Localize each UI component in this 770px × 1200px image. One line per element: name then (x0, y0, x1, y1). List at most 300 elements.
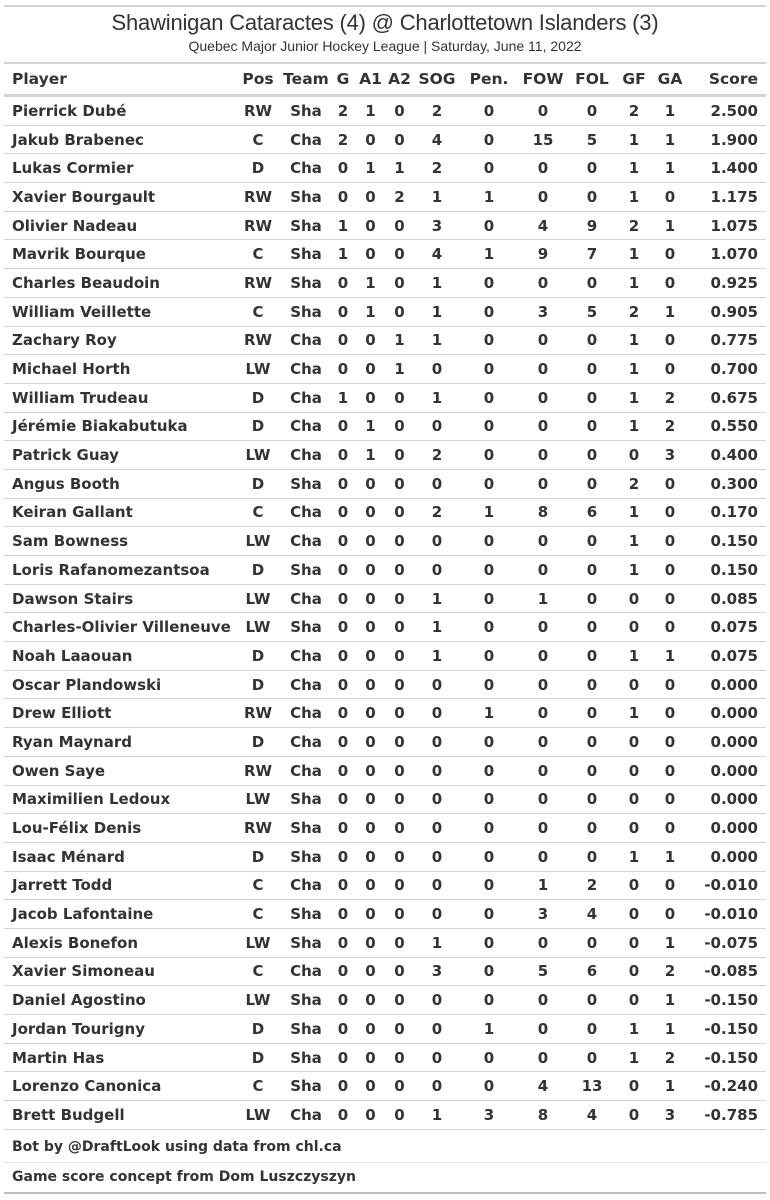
cell-fol: 0 (568, 670, 616, 699)
cell-player: Mavrik Bourque (4, 240, 234, 269)
stats-table (4, 64, 766, 1130)
cell-a2: 0 (385, 871, 414, 900)
cell-score: 0.300 (688, 469, 766, 498)
cell-score: 0.000 (688, 670, 766, 699)
cell-g: 0 (330, 412, 356, 441)
cell-g: 0 (330, 441, 356, 470)
cell-pen: 0 (460, 326, 518, 355)
cell-player: Olivier Nadeau (4, 211, 234, 240)
cell-team: Sha (282, 556, 330, 585)
cell-sog: 0 (414, 556, 460, 585)
cell-a1: 0 (356, 957, 385, 986)
cell-sog: 1 (414, 642, 460, 671)
cell-pos: RW (234, 699, 282, 728)
cell-ga: 1 (652, 842, 688, 871)
cell-a2: 0 (385, 1101, 414, 1130)
cell-a2: 0 (385, 441, 414, 470)
cell-ga: 1 (652, 211, 688, 240)
cell-score: 0.000 (688, 756, 766, 785)
cell-fol: 0 (568, 584, 616, 613)
cell-a2: 0 (385, 240, 414, 269)
cell-g: 0 (330, 986, 356, 1015)
cell-pen: 1 (460, 699, 518, 728)
cell-a1: 0 (356, 842, 385, 871)
cell-a1: 0 (356, 699, 385, 728)
cell-player: Zachary Roy (4, 326, 234, 355)
cell-team: Cha (282, 670, 330, 699)
cell-team: Cha (282, 728, 330, 757)
cell-fol: 0 (568, 986, 616, 1015)
table-row (4, 928, 766, 957)
cell-sog: 1 (414, 1101, 460, 1130)
cell-fow: 3 (518, 900, 568, 929)
cell-gf: 1 (616, 556, 652, 585)
cell-team: Sha (282, 613, 330, 642)
cell-a1: 0 (356, 814, 385, 843)
cell-g: 2 (330, 96, 356, 126)
cell-pos: D (234, 728, 282, 757)
cell-sog: 1 (414, 183, 460, 212)
cell-score: -0.150 (688, 1043, 766, 1072)
cell-a2: 0 (385, 842, 414, 871)
cell-team: Cha (282, 871, 330, 900)
cell-pos: D (234, 842, 282, 871)
cell-fow: 0 (518, 412, 568, 441)
cell-pen: 0 (460, 842, 518, 871)
cell-a1: 0 (356, 728, 385, 757)
cell-fow: 0 (518, 842, 568, 871)
cell-gf: 1 (616, 326, 652, 355)
cell-player: Daniel Agostino (4, 986, 234, 1015)
cell-player: Ryan Maynard (4, 728, 234, 757)
cell-ga: 0 (652, 613, 688, 642)
cell-team: Sha (282, 297, 330, 326)
cell-gf: 0 (616, 928, 652, 957)
cell-pen: 1 (460, 1015, 518, 1044)
cell-pos: LW (234, 928, 282, 957)
cell-score: -0.010 (688, 900, 766, 929)
cell-a1: 0 (356, 584, 385, 613)
cell-team: Sha (282, 240, 330, 269)
cell-score: 0.075 (688, 613, 766, 642)
table-row (4, 297, 766, 326)
cell-g: 0 (330, 670, 356, 699)
cell-score: 0.000 (688, 699, 766, 728)
cell-a1: 1 (356, 96, 385, 126)
cell-ga: 1 (652, 297, 688, 326)
column-header-pen: Pen. (460, 64, 518, 96)
footer-credit: Bot by @DraftLook using data from chl.ca (12, 1139, 342, 1155)
table-row (4, 269, 766, 298)
cell-sog: 2 (414, 498, 460, 527)
cell-a1: 0 (356, 383, 385, 412)
cell-a1: 1 (356, 154, 385, 183)
cell-ga: 2 (652, 412, 688, 441)
cell-gf: 1 (616, 498, 652, 527)
cell-pos: C (234, 871, 282, 900)
cell-a2: 0 (385, 527, 414, 556)
cell-gf: 0 (616, 785, 652, 814)
cell-team: Cha (282, 1101, 330, 1130)
cell-pos: D (234, 412, 282, 441)
cell-a1: 0 (356, 556, 385, 585)
cell-g: 0 (330, 326, 356, 355)
cell-ga: 1 (652, 1072, 688, 1101)
cell-player: Lorenzo Canonica (4, 1072, 234, 1101)
cell-fol: 0 (568, 154, 616, 183)
cell-ga: 0 (652, 584, 688, 613)
cell-ga: 0 (652, 670, 688, 699)
cell-fow: 0 (518, 928, 568, 957)
cell-a1: 0 (356, 240, 385, 269)
footer-concept: Game score concept from Dom Luszczyszyn (4, 1162, 766, 1192)
cell-a2: 0 (385, 125, 414, 154)
cell-gf: 0 (616, 986, 652, 1015)
cell-g: 0 (330, 871, 356, 900)
cell-sog: 4 (414, 240, 460, 269)
cell-pen: 0 (460, 986, 518, 1015)
cell-pen: 0 (460, 756, 518, 785)
cell-player: Dawson Stairs (4, 584, 234, 613)
cell-sog: 1 (414, 613, 460, 642)
cell-sog: 1 (414, 297, 460, 326)
table-row (4, 785, 766, 814)
cell-gf: 0 (616, 613, 652, 642)
cell-team: Sha (282, 1043, 330, 1072)
cell-pen: 1 (460, 498, 518, 527)
cell-player: Xavier Bourgault (4, 183, 234, 212)
cell-fol: 0 (568, 527, 616, 556)
cell-fol: 0 (568, 613, 616, 642)
cell-player: Jacob Lafontaine (4, 900, 234, 929)
cell-fol: 5 (568, 297, 616, 326)
cell-a2: 0 (385, 383, 414, 412)
cell-g: 0 (330, 756, 356, 785)
cell-sog: 3 (414, 957, 460, 986)
cell-fol: 2 (568, 871, 616, 900)
cell-fol: 0 (568, 383, 616, 412)
cell-a1: 1 (356, 269, 385, 298)
cell-g: 0 (330, 469, 356, 498)
table-row (4, 556, 766, 585)
cell-fow: 0 (518, 269, 568, 298)
cell-a2: 0 (385, 986, 414, 1015)
cell-pen: 0 (460, 900, 518, 929)
cell-fol: 0 (568, 928, 616, 957)
cell-score: 1.400 (688, 154, 766, 183)
cell-fow: 0 (518, 154, 568, 183)
cell-fow: 0 (518, 642, 568, 671)
cell-sog: 0 (414, 412, 460, 441)
cell-gf: 0 (616, 584, 652, 613)
cell-score: -0.240 (688, 1072, 766, 1101)
cell-player: Keiran Gallant (4, 498, 234, 527)
cell-pos: RW (234, 269, 282, 298)
cell-fol: 4 (568, 900, 616, 929)
cell-fow: 3 (518, 297, 568, 326)
cell-a2: 0 (385, 613, 414, 642)
cell-ga: 1 (652, 642, 688, 671)
cell-pos: C (234, 498, 282, 527)
cell-fow: 9 (518, 240, 568, 269)
table-row (4, 871, 766, 900)
cell-g: 0 (330, 728, 356, 757)
table-row (4, 1015, 766, 1044)
cell-player: Noah Laaouan (4, 642, 234, 671)
cell-sog: 0 (414, 756, 460, 785)
column-header-team: Team (282, 64, 330, 96)
cell-team: Cha (282, 412, 330, 441)
cell-fow: 8 (518, 1101, 568, 1130)
table-row (4, 842, 766, 871)
column-header-ga: GA (652, 64, 688, 96)
cell-sog: 2 (414, 154, 460, 183)
cell-ga: 3 (652, 441, 688, 470)
cell-fol: 6 (568, 957, 616, 986)
cell-gf: 1 (616, 527, 652, 556)
cell-pos: D (234, 469, 282, 498)
cell-team: Sha (282, 96, 330, 126)
cell-team: Sha (282, 1072, 330, 1101)
cell-player: Lou-Félix Denis (4, 814, 234, 843)
cell-player: Charles-Olivier Villeneuve (4, 613, 234, 642)
cell-pos: D (234, 556, 282, 585)
cell-fol: 9 (568, 211, 616, 240)
cell-sog: 1 (414, 928, 460, 957)
cell-team: Cha (282, 527, 330, 556)
cell-a2: 0 (385, 1043, 414, 1072)
cell-ga: 3 (652, 1101, 688, 1130)
cell-gf: 1 (616, 642, 652, 671)
cell-ga: 0 (652, 556, 688, 585)
table-row (4, 183, 766, 212)
cell-ga: 0 (652, 900, 688, 929)
cell-sog: 1 (414, 584, 460, 613)
cell-fow: 4 (518, 211, 568, 240)
cell-pen: 0 (460, 527, 518, 556)
cell-ga: 0 (652, 871, 688, 900)
cell-sog: 0 (414, 871, 460, 900)
cell-pen: 0 (460, 556, 518, 585)
cell-fow: 0 (518, 441, 568, 470)
cell-a2: 0 (385, 785, 414, 814)
cell-fol: 0 (568, 1015, 616, 1044)
cell-g: 0 (330, 957, 356, 986)
cell-gf: 1 (616, 1043, 652, 1072)
cell-g: 0 (330, 269, 356, 298)
cell-sog: 0 (414, 900, 460, 929)
cell-score: 0.905 (688, 297, 766, 326)
cell-team: Cha (282, 154, 330, 183)
cell-team: Cha (282, 699, 330, 728)
cell-g: 0 (330, 498, 356, 527)
cell-ga: 2 (652, 1043, 688, 1072)
cell-sog: 0 (414, 699, 460, 728)
cell-sog: 1 (414, 326, 460, 355)
cell-fow: 15 (518, 125, 568, 154)
cell-a1: 0 (356, 785, 385, 814)
cell-ga: 0 (652, 498, 688, 527)
cell-pos: C (234, 240, 282, 269)
cell-gf: 1 (616, 355, 652, 384)
cell-a1: 0 (356, 900, 385, 929)
cell-a1: 0 (356, 756, 385, 785)
cell-player: Jakub Brabenec (4, 125, 234, 154)
cell-team: Cha (282, 125, 330, 154)
cell-a2: 0 (385, 670, 414, 699)
cell-g: 0 (330, 1101, 356, 1130)
cell-pen: 0 (460, 670, 518, 699)
cell-ga: 0 (652, 183, 688, 212)
cell-a2: 2 (385, 183, 414, 212)
column-header-a1: A1 (356, 64, 385, 96)
cell-a2: 0 (385, 1072, 414, 1101)
cell-pos: RW (234, 211, 282, 240)
cell-a2: 1 (385, 154, 414, 183)
column-header-pos: Pos (234, 64, 282, 96)
cell-ga: 2 (652, 957, 688, 986)
cell-a2: 0 (385, 412, 414, 441)
table-row (4, 412, 766, 441)
cell-score: 0.000 (688, 814, 766, 843)
cell-g: 0 (330, 556, 356, 585)
cell-a2: 0 (385, 498, 414, 527)
cell-pen: 0 (460, 154, 518, 183)
table-row (4, 469, 766, 498)
column-header-a2: A2 (385, 64, 414, 96)
table-body (4, 96, 766, 1130)
cell-fow: 8 (518, 498, 568, 527)
cell-fow: 0 (518, 326, 568, 355)
cell-player: Xavier Simoneau (4, 957, 234, 986)
cell-g: 0 (330, 355, 356, 384)
cell-team: Cha (282, 957, 330, 986)
cell-player: Jarrett Todd (4, 871, 234, 900)
cell-fow: 4 (518, 1072, 568, 1101)
cell-pos: RW (234, 96, 282, 126)
cell-pen: 0 (460, 469, 518, 498)
cell-fow: 0 (518, 96, 568, 126)
cell-a1: 0 (356, 928, 385, 957)
cell-score: 0.775 (688, 326, 766, 355)
cell-pos: C (234, 297, 282, 326)
cell-g: 0 (330, 814, 356, 843)
cell-fow: 0 (518, 986, 568, 1015)
cell-sog: 2 (414, 96, 460, 126)
cell-sog: 3 (414, 211, 460, 240)
cell-g: 0 (330, 842, 356, 871)
cell-gf: 2 (616, 96, 652, 126)
cell-score: 1.900 (688, 125, 766, 154)
cell-pos: LW (234, 527, 282, 556)
cell-a2: 1 (385, 355, 414, 384)
cell-a1: 0 (356, 642, 385, 671)
cell-pos: C (234, 957, 282, 986)
cell-score: 0.170 (688, 498, 766, 527)
cell-a1: 0 (356, 871, 385, 900)
cell-a2: 0 (385, 728, 414, 757)
cell-team: Cha (282, 441, 330, 470)
cell-ga: 0 (652, 326, 688, 355)
cell-pos: LW (234, 355, 282, 384)
cell-g: 2 (330, 125, 356, 154)
cell-a2: 0 (385, 642, 414, 671)
cell-pen: 0 (460, 1072, 518, 1101)
cell-score: 1.175 (688, 183, 766, 212)
cell-pen: 1 (460, 183, 518, 212)
cell-pos: LW (234, 584, 282, 613)
cell-fol: 0 (568, 814, 616, 843)
cell-sog: 0 (414, 1043, 460, 1072)
cell-score: 0.675 (688, 383, 766, 412)
cell-team: Sha (282, 785, 330, 814)
column-header-score: Score (688, 64, 766, 96)
cell-pen: 0 (460, 928, 518, 957)
cell-score: 2.500 (688, 96, 766, 126)
table-row (4, 986, 766, 1015)
cell-g: 0 (330, 928, 356, 957)
cell-fol: 0 (568, 842, 616, 871)
cell-g: 0 (330, 699, 356, 728)
cell-team: Cha (282, 326, 330, 355)
table-row (4, 1043, 766, 1072)
column-header-fol: FOL (568, 64, 616, 96)
cell-ga: 0 (652, 785, 688, 814)
cell-a2: 0 (385, 269, 414, 298)
cell-pen: 0 (460, 269, 518, 298)
cell-fol: 0 (568, 183, 616, 212)
cell-team: Cha (282, 383, 330, 412)
cell-sog: 0 (414, 527, 460, 556)
cell-gf: 1 (616, 240, 652, 269)
cell-player: Isaac Ménard (4, 842, 234, 871)
cell-pos: D (234, 670, 282, 699)
table-row (4, 756, 766, 785)
cell-pen: 0 (460, 871, 518, 900)
cell-g: 0 (330, 584, 356, 613)
cell-a1: 1 (356, 297, 385, 326)
cell-gf: 0 (616, 1101, 652, 1130)
cell-fol: 13 (568, 1072, 616, 1101)
cell-a1: 0 (356, 183, 385, 212)
cell-pen: 0 (460, 211, 518, 240)
cell-team: Sha (282, 211, 330, 240)
cell-player: William Veillette (4, 297, 234, 326)
cell-a2: 0 (385, 556, 414, 585)
table-row (4, 584, 766, 613)
table-row (4, 900, 766, 929)
cell-player: Michael Horth (4, 355, 234, 384)
cell-a2: 0 (385, 699, 414, 728)
table-row (4, 527, 766, 556)
cell-ga: 1 (652, 154, 688, 183)
page-subtitle: Quebec Major Junior Hockey League | Saturday, June 11, 2022 (188, 38, 582, 54)
cell-fol: 0 (568, 699, 616, 728)
column-header-player: Player (4, 64, 234, 96)
cell-g: 0 (330, 1072, 356, 1101)
cell-pos: LW (234, 785, 282, 814)
table-row (4, 699, 766, 728)
cell-fol: 0 (568, 412, 616, 441)
cell-gf: 0 (616, 756, 652, 785)
cell-pos: C (234, 900, 282, 929)
cell-team: Sha (282, 183, 330, 212)
cell-score: -0.085 (688, 957, 766, 986)
cell-score: 0.000 (688, 728, 766, 757)
cell-player: Alexis Bonefon (4, 928, 234, 957)
cell-ga: 0 (652, 527, 688, 556)
cell-sog: 0 (414, 986, 460, 1015)
